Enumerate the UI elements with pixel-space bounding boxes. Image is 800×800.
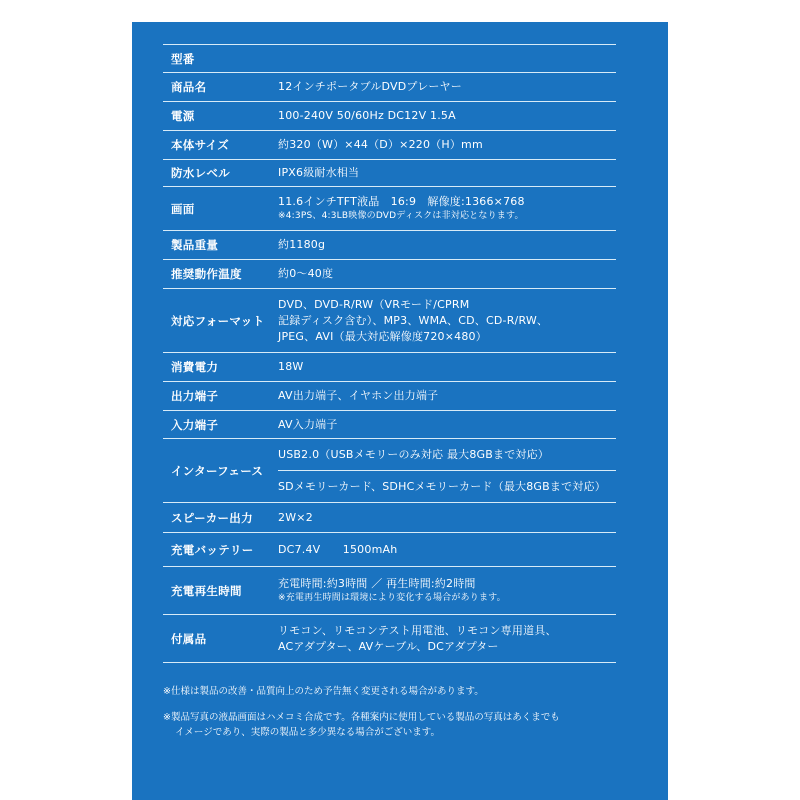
spec-label: 本体サイズ [171,138,230,152]
spec-label: 商品名 [171,80,207,94]
spec-value-line: IPX6級耐水相当 [278,166,360,179]
spec-label: スピーカー出力 [171,510,253,525]
spec-value [278,137,616,153]
spec-value-note: ※4:3PS、4:3LB映像のDVDディスクは非対応となります。 [278,211,524,221]
spec-row-body-size [163,131,616,160]
spec-row-screen [163,187,616,231]
spec-value-line: 約320（W）×44（D）×220（H）mm [278,138,483,151]
footnotes [163,684,633,740]
spec-value [278,388,616,404]
spec-value-segment [278,471,616,502]
spec-value-line: AV入力端子 [278,417,338,431]
spec-label: 出力端子 [171,389,219,403]
spec-value [278,542,616,558]
spec-label: 充電バッテリー [171,542,254,557]
spec-value [278,79,616,95]
spec-row-model [163,44,616,73]
spec-value [278,359,616,375]
spec-value-line: 充電時間:約3時間 ／ 再生時間:約2時間 [278,577,476,590]
spec-value [278,266,616,282]
spec-value-line: ACアダプター、AVケーブル、DCアダプター [278,639,499,653]
spec-row-operating-temp [163,260,616,289]
spec-value [278,237,616,253]
spec-row-formats [163,289,616,353]
spec-value-line: 約0～40度 [278,267,334,280]
spec-label: 画面 [171,201,195,216]
footnote: ※製品写真の液晶画面はハメコミ合成です。各種案内に使用している製品の写真はあくまでも [163,712,560,723]
spec-label: 消費電力 [171,360,219,374]
spec-value-line: DC7.4V 1500mAh [278,542,398,556]
spec-value-line: 約1180g [278,238,326,251]
spec-value-line: JPEG、AVI（最大対応解像度720×480） [278,329,487,343]
spec-label: 型番 [171,51,195,66]
spec-value-line: 12インチポータブルDVDプレーヤー [278,80,462,93]
spec-row-input [163,411,616,439]
spec-label: 推奨動作温度 [171,267,242,281]
spec-value [278,623,616,655]
spec-value-line: DVD、DVD-R/RW（VRモード/CPRM [278,297,470,311]
spec-row-product-name [163,73,616,102]
spec-value [278,108,616,124]
spec-value [278,439,616,502]
spec-value [278,576,616,605]
spec-row-speaker [163,503,616,533]
spec-row-waterproof [163,160,616,187]
spec-value-segment [278,439,616,471]
spec-value-note: ※充電再生時間は環境により変化する場合があります。 [278,593,506,603]
spec-value [278,510,616,526]
spec-row-output [163,382,616,411]
spec-row-power-consumption [163,353,616,382]
spec-label: 充電再生時間 [171,583,242,598]
spec-row-battery [163,533,616,567]
spec-row-charge-play-time [163,567,616,615]
spec-value-line: リモコン、リモコンテスト用電池、リモコン専用道具、 [278,623,557,637]
spec-label: 入力端子 [171,417,219,432]
spec-label: 防水レベル [171,166,230,180]
spec-label: 対応フォーマット [171,313,265,328]
spec-value [278,165,616,181]
spec-value-line: SDメモリーカード、SDHCメモリーカード（最大8GBまで対応） [278,479,606,493]
spec-value [278,297,616,345]
spec-row-interface [163,439,616,503]
spec-row-weight [163,231,616,260]
spec-row-power [163,102,616,131]
spec-value-line: 100-240V 50/60Hz DC12V 1.5A [278,109,456,122]
spec-value [278,417,616,433]
spec-row-accessories [163,615,616,663]
spec-label: 製品重量 [171,238,219,252]
spec-label: インターフェース [171,463,264,478]
spec-label: 付属品 [171,631,207,646]
spec-value-line: 18W [278,360,304,373]
spec-label: 電源 [171,109,195,123]
footnote: ※仕様は製品の改善・品質向上のため予告無く変更される場合があります。 [163,686,484,697]
spec-value-line: 記録ディスク含む）、MP3、WMA、CD、CD-R/RW、 [278,313,549,327]
spec-value-line: 2W×2 [278,510,313,524]
spec-table [163,44,616,663]
spec-value [278,194,616,223]
spec-value-line: USB2.0（USBメモリーのみ対応 最大8GBまで対応） [278,447,550,461]
spec-value-line: AV出力端子、イヤホン出力端子 [278,389,439,402]
footnote: イメージであり、実際の製品と多少異なる場合がございます。 [175,727,440,738]
spec-value-line: 11.6インチTFT液晶 16:9 解像度:1366×768 [278,195,525,208]
